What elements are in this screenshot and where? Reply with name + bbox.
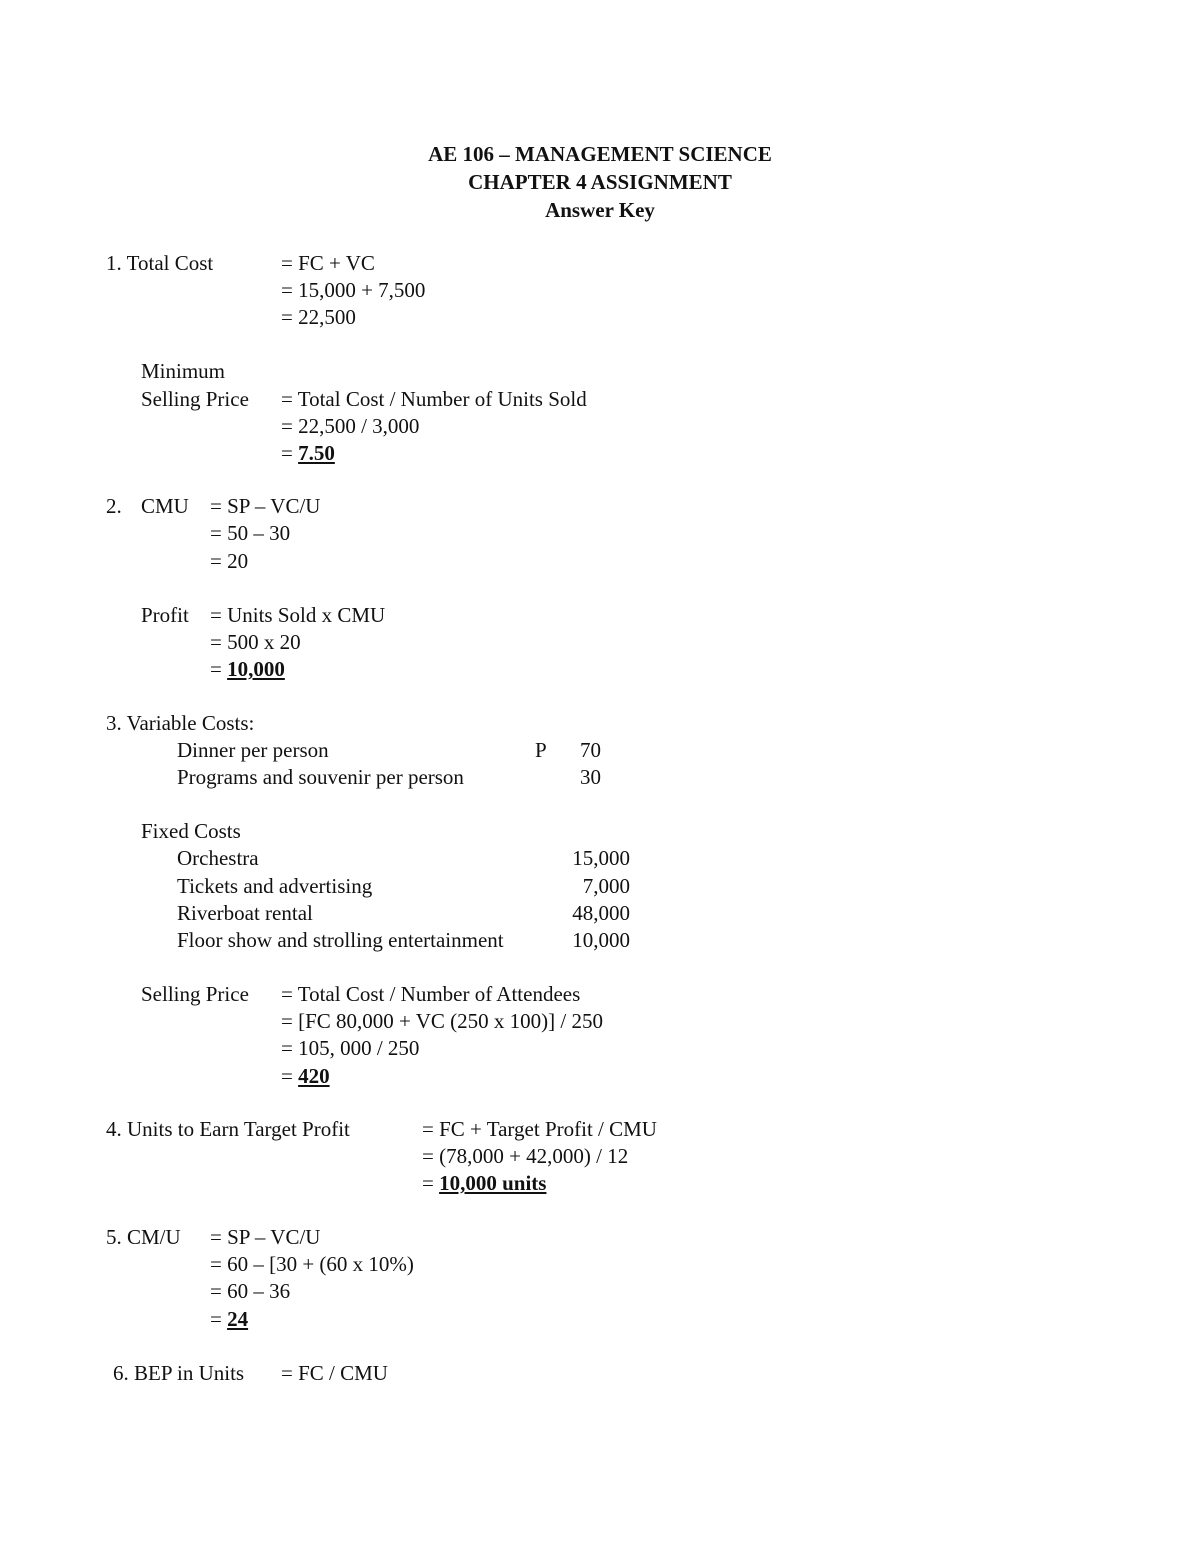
fixed-cost-label: Floor show and strolling entertainment xyxy=(177,928,504,952)
q6-label: 6. BEP in Units xyxy=(113,1361,245,1385)
q5-answer: 24 xyxy=(227,1307,249,1331)
q4-answer: 10,000 units xyxy=(439,1171,547,1195)
q5-answer-line xyxy=(210,1309,248,1330)
variable-cost-currency: P xyxy=(535,738,547,762)
document-title: AE 106 – MANAGEMENT SCIENCE xyxy=(428,142,772,166)
fixed-costs-label: Fixed Costs xyxy=(141,819,241,843)
q2-equation-line: = 50 – 30 xyxy=(210,521,291,545)
q4-label: 4. Units to Earn Target Profit xyxy=(106,1117,350,1141)
q5-equation-line: = SP – VC/U xyxy=(210,1225,321,1249)
fixed-cost-amount: 7,000 xyxy=(582,874,630,898)
variable-cost-amount: 70 xyxy=(580,738,601,762)
q1-equation-line: = 22,500 / 3,000 xyxy=(281,414,420,438)
fixed-cost-amount: 15,000 xyxy=(572,846,630,870)
q5-label: 5. CM/U xyxy=(106,1225,181,1249)
q2-equation-line: = Units Sold x CMU xyxy=(210,603,386,627)
variable-cost-label: Dinner per person xyxy=(177,738,329,762)
q2-number: 2. xyxy=(106,494,122,518)
fixed-cost-label: Tickets and advertising xyxy=(177,874,373,898)
answer-prefix: = xyxy=(210,1307,228,1331)
variable-cost-amount: 30 xyxy=(580,765,601,789)
q2-equation-line: = 500 x 20 xyxy=(210,630,301,654)
fixed-cost-label: Riverboat rental xyxy=(177,901,313,925)
q1-label: 1. Total Cost xyxy=(106,251,214,275)
q2-equation-line: = 20 xyxy=(210,549,249,573)
q1-selling-price-label: Selling Price xyxy=(141,387,249,411)
q3-answer: 420 xyxy=(298,1064,330,1088)
q3-equation-line: = Total Cost / Number of Attendees xyxy=(281,982,581,1006)
q1-equation-line: = 22,500 xyxy=(281,305,356,329)
fixed-cost-amount: 48,000 xyxy=(572,901,630,925)
q1-answer: 7.50 xyxy=(298,441,335,465)
q2-answer: 10,000 xyxy=(227,657,285,681)
fixed-cost-label: Orchestra xyxy=(177,846,259,870)
q2-cmu-label: CMU xyxy=(141,494,189,518)
answer-key-subtitle: Answer Key xyxy=(545,198,655,222)
q1-equation-line: = Total Cost / Number of Units Sold xyxy=(281,387,587,411)
answer-prefix: = xyxy=(210,657,228,681)
q1-minimum-label: Minimum xyxy=(141,359,226,383)
chapter-heading: CHAPTER 4 ASSIGNMENT xyxy=(468,170,732,194)
q6-equation-line: = FC / CMU xyxy=(281,1361,388,1385)
q4-equation-line: = FC + Target Profit / CMU xyxy=(422,1117,657,1141)
q3-equation-line: = [FC 80,000 + VC (250 x 100)] / 250 xyxy=(281,1009,603,1033)
q1-answer-line xyxy=(281,443,335,464)
q2-equation-line: = SP – VC/U xyxy=(210,494,321,518)
q3-answer-line xyxy=(281,1066,330,1087)
answer-prefix: = xyxy=(281,1064,299,1088)
q4-answer-line xyxy=(422,1173,546,1194)
q5-equation-line: = 60 – 36 xyxy=(210,1279,291,1303)
q4-equation-line: = (78,000 + 42,000) / 12 xyxy=(422,1144,629,1168)
variable-cost-label: Programs and souvenir per person xyxy=(177,765,464,789)
q3-selling-price-label: Selling Price xyxy=(141,982,249,1006)
q3-equation-line: = 105, 000 / 250 xyxy=(281,1036,420,1060)
answer-prefix: = xyxy=(422,1171,440,1195)
q2-profit-label: Profit xyxy=(141,603,189,627)
q1-equation-line: = 15,000 + 7,500 xyxy=(281,278,426,302)
fixed-cost-amount: 10,000 xyxy=(572,928,630,952)
answer-prefix: = xyxy=(281,441,299,465)
q5-equation-line: = 60 – [30 + (60 x 10%) xyxy=(210,1252,414,1276)
q3-label: 3. Variable Costs: xyxy=(106,711,255,735)
q1-equation-line: = FC + VC xyxy=(281,251,375,275)
q2-answer-line xyxy=(210,659,285,680)
